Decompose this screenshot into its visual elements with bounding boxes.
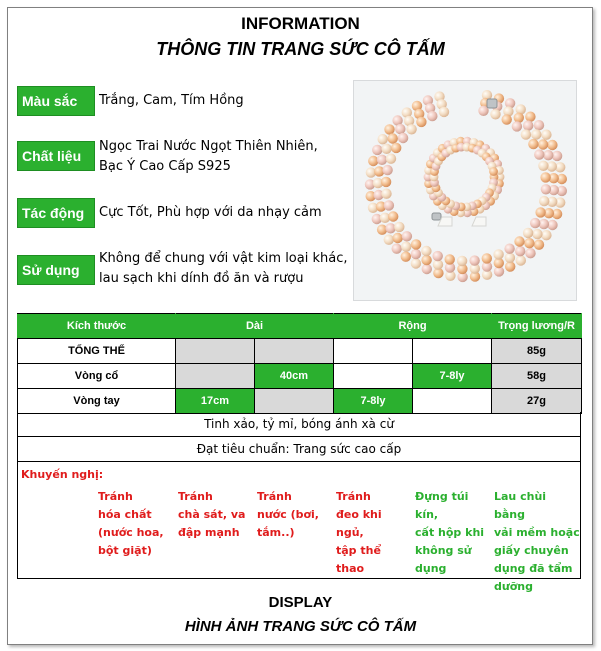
cell-empty	[176, 339, 255, 364]
recommendations-label: Khuyến nghị:	[21, 468, 104, 481]
table-row	[18, 339, 582, 364]
rec-line: bột giặt)	[98, 544, 152, 557]
rec-line: hóa chất	[98, 508, 152, 521]
col-header-weight: Trọng lương/R	[492, 314, 582, 339]
cell-empty	[413, 389, 492, 414]
display-subtitle: HÌNH ẢNH TRANG SỨC CÔ TẤM	[184, 618, 417, 635]
size-table-header	[18, 314, 582, 339]
value-line: Không để chung với vật kim loại khác,	[99, 251, 348, 266]
row-weight: 58g	[492, 364, 582, 389]
bracelet-pearls	[424, 137, 505, 217]
row-name: Vòng tay	[18, 389, 176, 414]
cell-empty	[255, 389, 334, 414]
rec-line: chà sát, va	[178, 508, 246, 521]
rec-line: Tránh	[257, 490, 292, 503]
row-length: 17cm	[176, 389, 255, 414]
value-color	[99, 91, 244, 111]
rec-item	[494, 488, 580, 596]
rec-line: Lau chùi bằng	[494, 490, 547, 521]
rec-line: tập thể thao	[336, 544, 381, 575]
rec-line: vải mềm hoặc	[494, 526, 580, 539]
rec-item	[178, 488, 254, 542]
row-width: 7-8ly	[413, 364, 492, 389]
row-length: 40cm	[255, 364, 334, 389]
label-material: Chất liệu	[17, 141, 95, 171]
value-effect	[99, 203, 322, 223]
note-quality: Tinh xảo, tỷ mỉ, bóng ánh xà cừ	[17, 412, 581, 437]
rec-line: dưỡng	[494, 580, 533, 593]
rec-line: dụng đã tẩm	[494, 562, 573, 575]
row-name: TỔNG THỂ	[18, 339, 176, 364]
cell-empty	[334, 339, 413, 364]
col-header-length: Dài	[176, 314, 334, 339]
rec-line: Tránh	[178, 490, 213, 503]
value-usage	[99, 249, 347, 289]
display-title: DISPLAY	[268, 594, 333, 611]
rec-line: Tránh	[98, 490, 133, 503]
cell-empty	[334, 364, 413, 389]
value-line: lau sạch khi dính đồ ăn và rượu	[99, 271, 304, 286]
label-effect: Tác động	[17, 198, 95, 228]
rec-line: không sử	[415, 544, 472, 557]
recommendations	[17, 462, 581, 593]
cell-empty	[413, 339, 492, 364]
necklace-pearls	[365, 90, 567, 282]
value-line: Cực Tốt, Phù hợp với da nhạy cảm	[99, 205, 322, 220]
row-width: 7-8ly	[334, 389, 413, 414]
rec-line: giấy chuyên	[494, 544, 569, 557]
table-row	[18, 364, 582, 389]
product-photo	[353, 80, 577, 301]
rec-item	[336, 488, 412, 578]
rec-line: Đựng túi kín,	[415, 490, 469, 521]
rec-line: nước (bơi,	[257, 508, 319, 521]
value-line: Ngọc Trai Nước Ngọt Thiên Nhiên,	[99, 139, 318, 154]
rec-item	[257, 488, 333, 542]
rec-line: dụng	[415, 562, 447, 575]
value-line: Bạc Ý Cao Cấp S925	[99, 159, 231, 174]
page-title: INFORMATION	[241, 14, 360, 33]
rec-line: (nước hoa,	[98, 526, 164, 539]
value-line: Trắng, Cam, Tím Hồng	[99, 93, 244, 108]
rec-line: đeo khi ngủ,	[336, 508, 382, 539]
pearl-jewelry-illustration	[354, 81, 577, 301]
rec-line: đập mạnh	[178, 526, 240, 539]
row-weight: 85g	[492, 339, 582, 364]
rec-line: Tránh	[336, 490, 371, 503]
col-header-size: Kích thước	[18, 314, 176, 339]
col-header-width: Rộng	[334, 314, 492, 339]
label-color: Màu sắc	[17, 86, 95, 116]
rec-item	[415, 488, 491, 578]
rec-line: cất hộp khi	[415, 526, 485, 539]
rec-line: tắm..)	[257, 526, 295, 539]
size-table	[17, 313, 582, 414]
value-material	[99, 137, 318, 177]
cell-empty	[176, 364, 255, 389]
row-name: Vòng cổ	[18, 364, 176, 389]
page-subtitle: THÔNG TIN TRANG SỨC CÔ TẤM	[156, 39, 445, 59]
rec-item	[98, 488, 174, 560]
table-row	[18, 389, 582, 414]
row-weight: 27g	[492, 389, 582, 414]
label-usage: Sử dụng	[17, 255, 95, 285]
note-standard: Đạt tiêu chuẩn: Trang sức cao cấp	[17, 437, 581, 462]
cell-empty	[255, 339, 334, 364]
